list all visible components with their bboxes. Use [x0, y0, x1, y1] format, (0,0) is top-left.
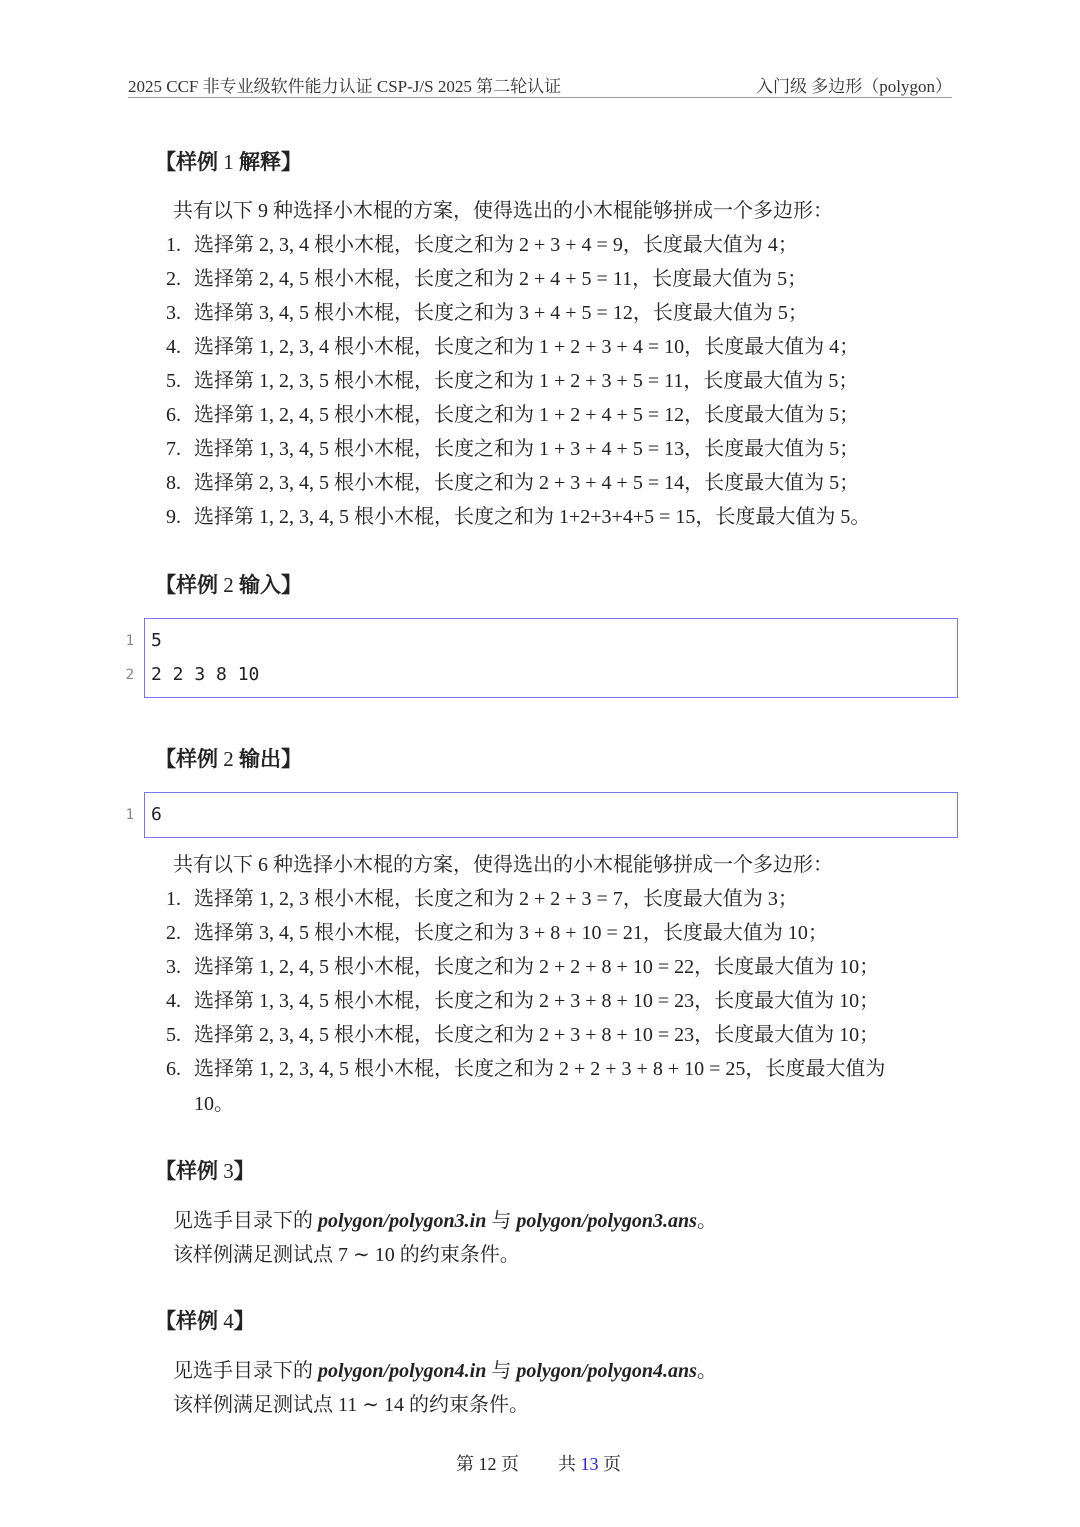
- file-name: polygon/polygon3.ans: [516, 1210, 697, 1232]
- sample3-files: 见选手目录下的 polygon/polygon3.in 与 polygon/polygon3.ans。: [173, 1210, 717, 1232]
- list-item-text: 选择第 1, 2, 3, 4, 5 根小木棍，长度之和为 2 + 2 + 3 + 8 + 10 = 25，长度最大值为: [194, 1058, 886, 1080]
- header-problem: 入门级 多边形（polygon）: [756, 77, 952, 96]
- sample4-files: 见选手目录下的 polygon/polygon4.in 与 polygon/polygon4.ans。: [173, 1360, 717, 1382]
- list-number: 6.: [166, 404, 181, 426]
- list-item: [166, 984, 879, 1018]
- sample2-input-heading: 【样例 2 输入】: [155, 573, 302, 597]
- list-item-text: 选择第 1, 2, 4, 5 根小木棍，长度之和为 1 + 2 + 4 + 5 = 12，长度最大值为 5；: [194, 404, 860, 426]
- list-item: [166, 228, 798, 262]
- list-number: 7.: [166, 438, 181, 460]
- header-title: 2025 CCF 非专业级软件能力认证 CSP-J/S 2025 第二轮认证: [128, 77, 562, 96]
- total-pages-link[interactable]: 13: [580, 1454, 599, 1474]
- file-name: polygon/polygon4.in: [318, 1360, 487, 1382]
- list-number: 5.: [166, 1024, 181, 1046]
- file-name: polygon/polygon3.in: [318, 1210, 487, 1232]
- list-item-text: 选择第 3, 4, 5 根小木棍，长度之和为 3 + 8 + 10 = 21，长度最大值为 10；: [194, 922, 828, 944]
- page-total: 共 13 页: [558, 1454, 621, 1474]
- list-item-text: 选择第 1, 2, 3, 5 根小木棍，长度之和为 1 + 2 + 3 + 5 = 11，长度最大值为 5；: [194, 370, 859, 392]
- list-number: 2.: [166, 268, 181, 290]
- list-item-text: 选择第 2, 3, 4, 5 根小木棍，长度之和为 2 + 3 + 4 + 5 = 14，长度最大值为 5；: [194, 472, 860, 494]
- list-item-text: 选择第 1, 2, 4, 5 根小木棍，长度之和为 2 + 2 + 8 + 10 = 22，长度最大值为 10；: [194, 956, 880, 978]
- list-item: [166, 1018, 879, 1052]
- line-number: 1: [125, 807, 134, 823]
- sample4-heading: 【样例 4】: [155, 1309, 255, 1333]
- list-item-text: 选择第 2, 4, 5 根小木棍，长度之和为 2 + 4 + 5 = 11，长度最大值为 5；: [194, 268, 808, 290]
- list-item: [166, 882, 798, 916]
- list-item: [166, 262, 807, 296]
- code-line: 6: [151, 804, 162, 825]
- list-item-text: 选择第 1, 2, 3, 4 根小木棍，长度之和为 1 + 2 + 3 + 4 = 10，长度最大值为 4；: [194, 336, 860, 358]
- list-number: 3.: [166, 302, 181, 324]
- list-item: [166, 466, 859, 500]
- list-number: 9.: [166, 506, 181, 528]
- list-item-text: 选择第 2, 3, 4, 5 根小木棍，长度之和为 2 + 3 + 8 + 10 = 23，长度最大值为 10；: [194, 1024, 880, 1046]
- list-item: [166, 916, 828, 950]
- line-number: 2: [125, 667, 134, 683]
- list-item: [166, 500, 870, 534]
- sample1-explain-heading: 【样例 1 解释】: [155, 150, 302, 174]
- file-name: polygon/polygon4.ans: [516, 1360, 697, 1382]
- list-item: [166, 950, 879, 984]
- list-number: 8.: [166, 472, 181, 494]
- header-rule: [128, 97, 952, 98]
- sample2-output-codebox: [144, 792, 958, 838]
- list-item: [166, 330, 859, 364]
- sample1-intro: 共有以下 9 种选择小木棍的方案，使得选出的小木棍能够拼成一个多边形：: [173, 200, 833, 222]
- list-item-continuation: 10。: [194, 1093, 234, 1115]
- list-item-text: 选择第 3, 4, 5 根小木棍，长度之和为 3 + 4 + 5 = 12，长度最大值为 5；: [194, 302, 808, 324]
- list-number: 1.: [166, 234, 181, 256]
- sample3-constraint: 该样例满足测试点 7 ∼ 10 的约束条件。: [173, 1244, 520, 1266]
- sample2-intro: 共有以下 6 种选择小木棍的方案，使得选出的小木棍能够拼成一个多边形：: [173, 854, 833, 876]
- list-item: [166, 432, 859, 466]
- list-number: 5.: [166, 370, 181, 392]
- list-number: 6.: [166, 1058, 181, 1080]
- line-number: 1: [125, 633, 134, 649]
- list-item-text: 选择第 1, 2, 3 根小木棍，长度之和为 2 + 2 + 3 = 7，长度最大值为 3；: [194, 888, 798, 910]
- code-line: 5: [151, 630, 162, 651]
- sample4-constraint: 该样例满足测试点 11 ∼ 14 的约束条件。: [173, 1394, 530, 1416]
- page-number: 第 12 页: [456, 1454, 519, 1474]
- list-item-text: 选择第 1, 3, 4, 5 根小木棍，长度之和为 1 + 3 + 4 + 5 = 13，长度最大值为 5；: [194, 438, 860, 460]
- list-number: 3.: [166, 956, 181, 978]
- code-line: 2 2 3 8 10: [151, 664, 260, 685]
- list-item-text: 选择第 2, 3, 4 根小木棍，长度之和为 2 + 3 + 4 = 9，长度最大值为 4；: [194, 234, 798, 256]
- list-item-text: 选择第 1, 3, 4, 5 根小木棍，长度之和为 2 + 3 + 8 + 10 = 23，长度最大值为 10；: [194, 990, 880, 1012]
- list-item: [166, 296, 808, 330]
- list-item: [166, 1052, 885, 1086]
- sample2-input-codebox: [144, 618, 958, 698]
- list-number: 1.: [166, 888, 181, 910]
- sample2-output-heading: 【样例 2 输出】: [155, 747, 302, 771]
- list-item-text: 选择第 1, 2, 3, 4, 5 根小木棍，长度之和为 1+2+3+4+5 = 15，长度最大值为 5。: [194, 506, 871, 528]
- list-number: 4.: [166, 990, 181, 1012]
- sample3-heading: 【样例 3】: [155, 1159, 255, 1183]
- list-item: [166, 364, 858, 398]
- list-item: [166, 398, 859, 432]
- list-number: 2.: [166, 922, 181, 944]
- list-number: 4.: [166, 336, 181, 358]
